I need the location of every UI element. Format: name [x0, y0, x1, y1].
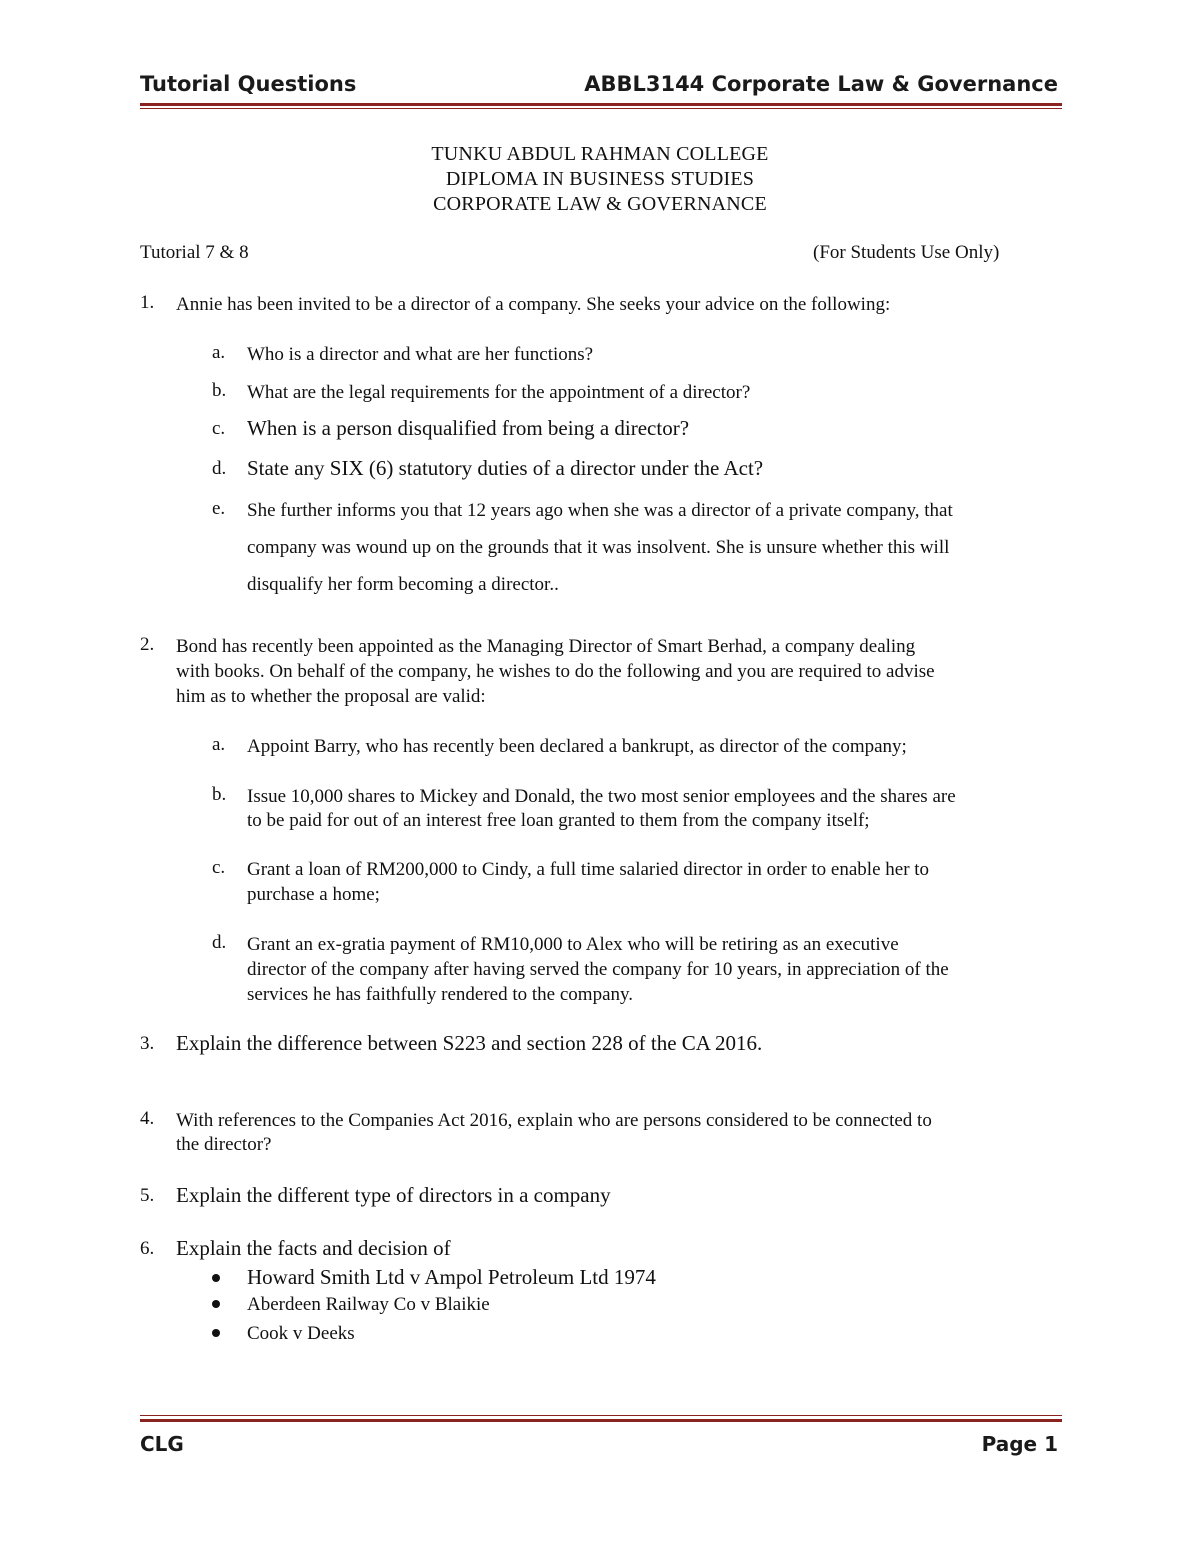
title-course: CORPORATE LAW & GOVERNANCE	[433, 193, 767, 215]
q2-c-label: c.	[212, 857, 226, 878]
q6-case-1: Howard Smith Ltd v Ampol Petroleum Ltd 1974	[247, 1265, 656, 1289]
q6-number: 6.	[140, 1238, 155, 1259]
q1-d-text: State any SIX (6) statutory duties of a director under the Act?	[247, 456, 764, 480]
q1-d-label: d.	[212, 458, 227, 479]
page-footer	[140, 1432, 1058, 1462]
q1-e-label: e.	[212, 498, 226, 519]
q6-case-3: Cook v Deeks	[247, 1323, 355, 1344]
header-rule-thick	[140, 103, 1062, 106]
header-rule-thin	[140, 108, 1062, 109]
q3-number: 3.	[140, 1033, 155, 1054]
q1-e-line-3: disqualify her form becoming a director..	[247, 574, 559, 595]
header-left: Tutorial Questions	[140, 72, 357, 96]
q3-text: Explain the difference between S223 and section 228 of the CA 2016.	[176, 1031, 763, 1055]
page-number: Page 1	[981, 1432, 1058, 1456]
q2-c-line-2: purchase a home;	[247, 884, 380, 905]
q1-a-text: Who is a director and what are her functions?	[247, 344, 594, 365]
q2-line-3: him as to whether the proposal are valid:	[176, 686, 486, 707]
q1-a-label: a.	[212, 342, 226, 363]
q1-b-text: What are the legal requirements for the appointment of a director?	[247, 382, 751, 403]
q2-a-line-1: Appoint Barry, who has recently been declared a bankrupt, as director of the company;	[247, 736, 907, 757]
q2-d-line-1: Grant an ex-gratia payment of RM10,000 to Alex who will be retiring as an executive	[247, 934, 899, 955]
usage-note: (For Students Use Only)	[813, 242, 1000, 263]
header-right: ABBL3144 Corporate Law & Governance	[584, 72, 1058, 96]
q1-number: 1.	[140, 292, 155, 313]
q2-b-line-1: Issue 10,000 shares to Mickey and Donald, the two most senior employees and the shares are	[247, 786, 956, 807]
q2-c-line-1: Grant a loan of RM200,000 to Cindy, a full time salaried director in order to enable her to	[247, 859, 930, 880]
q1-e-line-2: company was wound up on the grounds that it was insolvent. She is unsure whether this will	[247, 537, 950, 558]
bullet-icon	[212, 1300, 220, 1308]
q1-c-text: When is a person disqualified from being a director?	[247, 416, 690, 440]
page-header	[140, 72, 1058, 102]
q2-d-line-3: services he has faithfully rendered to the company.	[247, 984, 634, 1005]
q2-d-label: d.	[212, 932, 227, 953]
q6-case-2: Aberdeen Railway Co v Blaikie	[247, 1294, 490, 1315]
tutorial-label: Tutorial 7 & 8	[140, 242, 249, 263]
footer-rule-thin	[140, 1415, 1062, 1416]
q1-text: Annie has been invited to be a director of a company. She seeks your advice on the following:	[176, 294, 891, 315]
q6-text: Explain the facts and decision of	[176, 1236, 451, 1260]
q2-number: 2.	[140, 634, 155, 655]
q4-line-1: With references to the Companies Act 2016, explain who are persons considered to be connected to	[176, 1110, 932, 1131]
q1-e-line-1: She further informs you that 12 years ago when she was a director of a private company, that	[247, 500, 953, 521]
q2-b-line-2: to be paid for out of an interest free loan granted to them from the company itself;	[247, 810, 870, 831]
bullet-icon	[212, 1274, 220, 1282]
q2-d-line-2: director of the company after having served the company for 10 years, in appreciation of the	[247, 959, 949, 980]
q4-number: 4.	[140, 1108, 155, 1129]
footer-rule-thick	[140, 1419, 1062, 1422]
q5-text: Explain the different type of directors in a company	[176, 1183, 611, 1207]
q1-b-label: b.	[212, 380, 227, 401]
q2-a-label: a.	[212, 734, 226, 755]
title-college: TUNKU ABDUL RAHMAN COLLEGE	[431, 143, 769, 165]
q2-line-2: with books. On behalf of the company, he wishes to do the following and you are required to advise	[176, 661, 935, 682]
bullet-icon	[212, 1329, 220, 1337]
footer-left: CLG	[140, 1432, 184, 1456]
title-diploma: DIPLOMA IN BUSINESS STUDIES	[445, 168, 755, 190]
q1-c-label: c.	[212, 418, 226, 439]
q2-b-label: b.	[212, 784, 227, 805]
q2-line-1: Bond has recently been appointed as the Managing Director of Smart Berhad, a company dealing	[176, 636, 916, 657]
q4-line-2: the director?	[176, 1134, 272, 1155]
q5-number: 5.	[140, 1185, 155, 1206]
